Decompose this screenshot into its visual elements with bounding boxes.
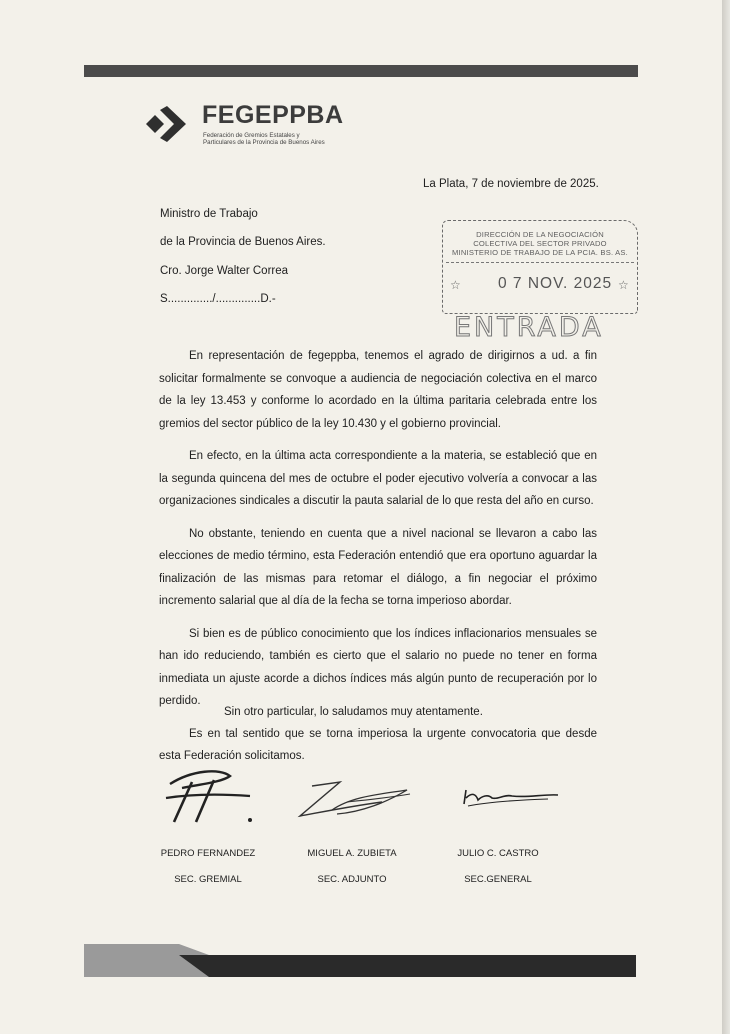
letterhead-logo <box>146 101 386 151</box>
body-paragraph: Es en tal sentido que se torna imperiosa la urgente convocatoria que desde esta Federación solicitamos. <box>159 727 597 762</box>
signature-image <box>458 782 563 814</box>
fegeppba-logo-icon <box>146 106 188 142</box>
footer-bar <box>84 944 636 977</box>
organization-name: FEGEPPBA <box>202 101 344 129</box>
signatory-name: PEDRO FERNANDEZ <box>160 848 256 859</box>
stamp-date: 0 7 NOV. 2025 <box>498 275 613 292</box>
signature-image <box>162 762 262 832</box>
star-icon: ☆ <box>618 278 629 292</box>
body-paragraph: Si bien es de público conocimiento que los índices inflacionarios mensuales se han ido reduciendo, también es cierto que el salario no puede no tener en forma inmediata un ajuste acorde a dichos índices más algún punto de recuperación por lo perdido. <box>159 627 597 707</box>
header-bar <box>84 65 638 77</box>
addressee-line: S............../..............D.- <box>160 293 276 305</box>
signatory-role: SEC.GENERAL <box>464 874 532 885</box>
signatory-role: SEC. GREMIAL <box>174 874 242 885</box>
stamp-line: COLECTIVA DEL SECTOR PRIVADO <box>473 239 607 248</box>
addressee-line: Cro. Jorge Walter Correa <box>160 265 289 277</box>
addressee-line: Ministro de Trabajo <box>160 208 258 220</box>
stamp-line: MINISTERIO DE TRABAJO DE LA PCIA. BS. AS. <box>451 248 628 257</box>
stamp-entrada: ENTRADA <box>454 312 604 343</box>
body-paragraph: No obstante, teniendo en cuenta que a nivel nacional se llevaron a cabo las elecciones de medio término, esta Federación entendió que era oportuno aguardar la finalización de las mismas para retomar el diálogo, a fin negociar el próximo incremento salarial que al día de la fecha se torna imperioso abordar. <box>159 527 597 607</box>
body-paragraph: En representación de fegeppba, tenemos el agrado de dirigirnos a ud. a fin solicitar formalmente se convoque a audiencia de negociación colectiva en el marco de la ley 13.453 y conforme lo acordado en la última paritaria celebrada entre los gremios del sector público de la ley 10.430 y el gobierno provincial. <box>159 350 597 430</box>
letter-date: La Plata, 7 de noviembre de 2025. <box>423 178 599 190</box>
signature-image <box>292 776 417 828</box>
closing-line: Sin otro particular, lo saludamos muy atentamente. <box>224 706 483 718</box>
reception-stamp <box>440 218 640 348</box>
signatory-name: JULIO C. CASTRO <box>457 848 539 859</box>
signatory-role: SEC. ADJUNTO <box>317 874 387 885</box>
star-icon: ☆ <box>450 278 461 292</box>
page-edge <box>722 0 730 1034</box>
body-paragraph: En efecto, en la última acta correspondiente a la materia, se estableció que en la segunda quincena del mes de octubre el poder ejecutivo volvería a convocar a las organizaciones sindicales a discutir la pauta salarial de lo que resta del año en curso. <box>159 450 597 507</box>
organization-subtitle: Federación de Gremios Estatales y Particulares de la Provincia de Buenos Aires <box>203 132 325 146</box>
signatory-name: MIGUEL A. ZUBIETA <box>307 848 397 859</box>
stamp-line: DIRECCIÓN DE LA NEGOCIACIÓN <box>476 230 604 239</box>
addressee-line: de la Provincia de Buenos Aires. <box>160 236 326 248</box>
